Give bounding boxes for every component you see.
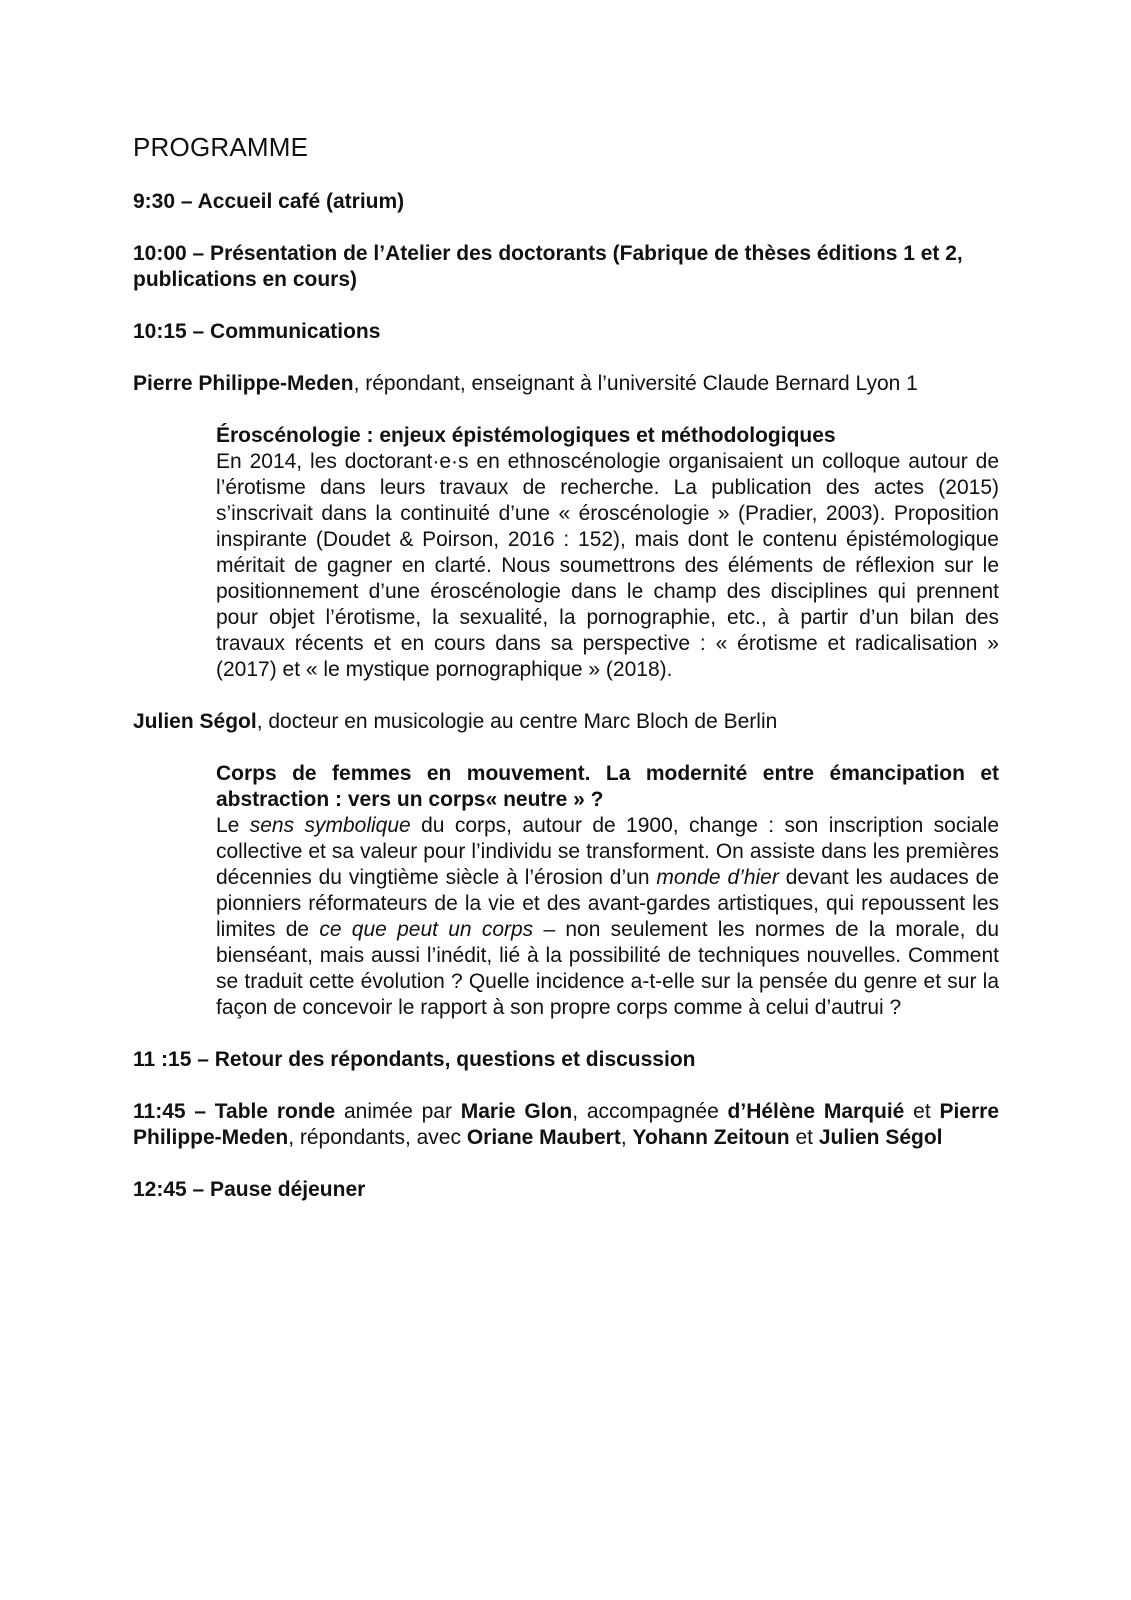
- roundtable-text: et: [789, 1126, 819, 1149]
- talk-block-2: [216, 761, 999, 1021]
- talk-title: Éroscénologie : enjeux épistémologiques et méthodologiques: [216, 424, 836, 447]
- schedule-item-roundtable: [133, 1099, 999, 1151]
- roundtable-participant: Julien Ségol: [818, 1126, 943, 1149]
- abstract-emphasis: sens symbolique: [249, 814, 411, 837]
- roundtable-text: ,: [620, 1126, 633, 1149]
- abstract-text: – non seulement les normes de la morale, du bienséant, mais aussi l’inédit, lié à la possibilité de techniques nouvelles. Comment se traduit cette évolution ? Quelle incidence a-t-elle sur la pensée du genre et sur la façon de concevoir le rapport à son propre corps comme à celui d’autrui ?: [216, 918, 1000, 1019]
- talk-abstract: [216, 813, 999, 1021]
- talk-abstract: En 2014, les doctorant·e·s en ethnoscénologie organisaient un colloque autour de l’érotisme dans leurs travaux de recherche. La publication des actes (2015) s’inscrivait dans la continuité d’une « éroscénologie » (Pradier, 2003). Proposition inspirante (Doudet & Poirson, 2016 : 152), mais dont le contenu épistémologique méritait de gagner en clarté. Nous soumettrons des éléments de réflexion sur le positionnement d’une éroscénologie dans le champ des disciplines qui prennent pour objet l’érotisme, la sexualité, la pornographie, etc., à partir d’un bilan des travaux récents et en cours dans sa perspective : « érotisme et radicalisation » (2017) et « le mystique pornographique » (2018).: [216, 450, 999, 681]
- abstract-text: Le: [216, 814, 250, 837]
- roundtable-text: animée par: [335, 1100, 461, 1123]
- roundtable-time: 11:45 – Table ronde: [133, 1100, 336, 1123]
- roundtable-text: et: [904, 1100, 940, 1123]
- talk-title: Corps de femmes en mouvement. La modernité entre émancipation et abstraction : vers un corps« neutre » ?: [216, 762, 999, 811]
- programme-page: [133, 132, 999, 1229]
- roundtable-moderator: Marie Glon: [460, 1100, 573, 1123]
- schedule-item-welcome: 9:30 – Accueil café (atrium): [133, 190, 405, 213]
- schedule-item-communications: 10:15 – Communications: [133, 320, 381, 343]
- speaker-name: Julien Ségol: [133, 710, 257, 733]
- roundtable-participant: Yohann Zeitoun: [632, 1126, 790, 1149]
- page-title: PROGRAMME: [133, 132, 309, 162]
- roundtable-respondent: Pierre Philippe-Meden: [133, 1100, 999, 1149]
- roundtable-text: , accompagnée: [572, 1100, 728, 1123]
- roundtable-respondent: d’Hélène Marquié: [727, 1100, 905, 1123]
- abstract-text: devant les audaces de pionniers réformateurs de la vie et des avant-gardes artistiques, qui repoussent les limites de: [216, 866, 999, 941]
- schedule-item-presentation: 10:00 – Présentation de l’Atelier des doctorants (Fabrique de thèses éditions 1 et 2, publications en cours): [133, 242, 963, 291]
- talk-block-1: [216, 423, 999, 683]
- schedule-item-lunch: 12:45 – Pause déjeuner: [133, 1178, 366, 1201]
- speaker-name: Pierre Philippe-Meden: [133, 372, 354, 395]
- roundtable-text: , répondants, avec: [288, 1126, 467, 1149]
- schedule-item-discussion: 11 :15 – Retour des répondants, questions et discussion: [133, 1048, 696, 1071]
- roundtable-participant: Oriane Maubert: [466, 1126, 621, 1149]
- speaker-line-1: [133, 371, 999, 397]
- speaker-role: , docteur en musicologie au centre Marc Bloch de Berlin: [256, 710, 778, 733]
- abstract-text: du corps, autour de 1900, change : son inscription sociale collective et sa valeur pour l’individu se transforment. On assiste dans les premières décennies du vingtième siècle à l’érosion d’un: [216, 814, 1000, 889]
- abstract-emphasis: ce que peut un corps: [319, 918, 534, 941]
- speaker-line-2: [133, 709, 999, 735]
- speaker-role: , répondant, enseignant à l’université Claude Bernard Lyon 1: [353, 372, 918, 395]
- abstract-emphasis: monde d’hier: [656, 866, 779, 889]
